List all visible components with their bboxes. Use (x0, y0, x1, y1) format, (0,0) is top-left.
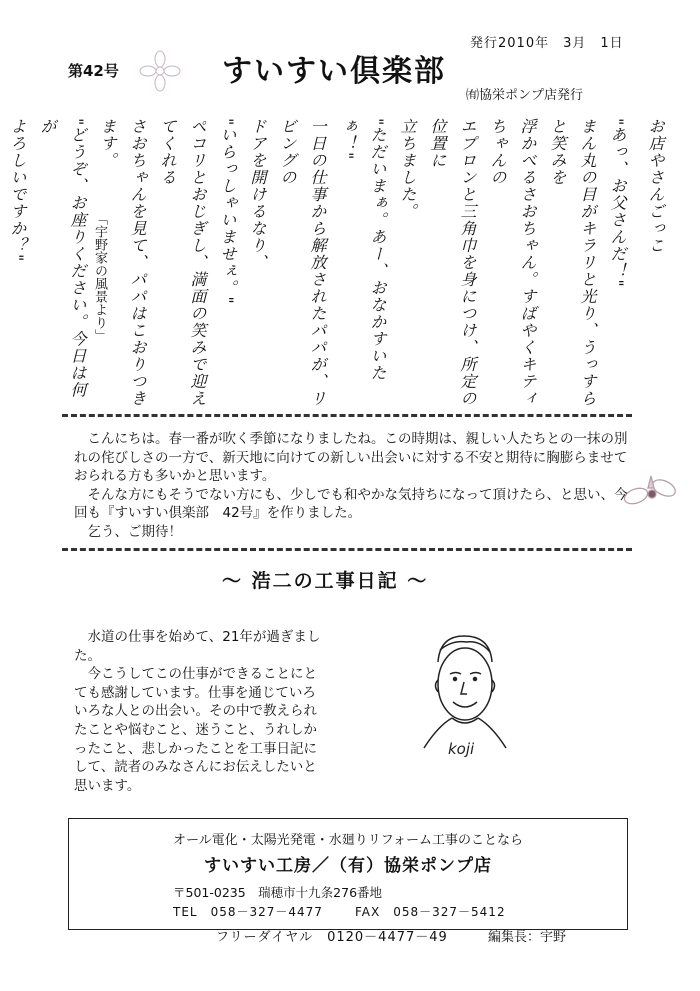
section-divider (62, 548, 632, 551)
issue-number: 第42号 (68, 62, 119, 80)
service-tagline: オール電化・太陽光発電・水廻りリフォーム工事のことなら (172, 833, 524, 848)
freedial-number: フリーダイヤル 0120－4477－49 (216, 930, 448, 945)
diary-section-title: ～ 浩二の工事日記 ～ (222, 570, 429, 592)
newsletter-title: すいすい倶楽部 (222, 54, 446, 89)
essay-line: ペコリとおじぎし、満面の笑みで迎えてくれる (158, 118, 207, 407)
publisher-line: ㈲協栄ポンプ店発行 (466, 88, 584, 103)
essay-line: 立ちました。 (398, 118, 417, 220)
diary-paragraph: 今こうしてこの仕事ができることにとても感謝しています。仕事を通じていろいろな人との出会い。その中で教えられたことや悩むこと、迷うこと、うれしかったこと、悲しかったことを工事日記にして、読者のみなさんにお伝えしたいと思います。 (74, 666, 317, 794)
fax-number: FAX 058－327－5412 (355, 905, 506, 919)
essay-line: まん丸の目がキラリと光り、うっすらと笑みを (548, 118, 597, 407)
essay-line: ドアを開けるなり、 (248, 118, 267, 271)
essay-line: よろしいですか？" (8, 118, 27, 263)
essay-caption: 「宇野家の風景より」 (92, 212, 107, 342)
essay-line: エプロンと三角巾を身につけ、所定の位置に (428, 118, 477, 407)
essay-line: "ただいまぁ。あー、おなかすいたぁ！" (338, 118, 387, 382)
intro-paragraph: 乞う、ご期待！ (74, 523, 182, 540)
essay-line: 浮かべるさおちゃん。すばやくキティちゃんの (488, 118, 537, 407)
essay-line: "いらっしゃいませぇ。" (218, 118, 237, 305)
intro-paragraph: そんな方にもそうでない方にも、少しでも和やかな気持ちになって頂けたら、と思い、今回も『すいすい倶楽部 42号』を作りました。 (74, 486, 628, 521)
essay-line: さおちゃんを見て、パパはこおりつきます。 (98, 118, 147, 407)
essay-line: 一日の仕事から解放されたパパが、リビングの (278, 118, 327, 407)
diary-paragraph: 水道の仕事を始めて、21年が過ぎました。 (74, 629, 321, 664)
essay-line: "どうぞ、お座りください。今日は何が (38, 118, 87, 399)
essay-title: お店やさんごっこ (646, 118, 665, 254)
publish-date: 発行2010年 3月 1日 (470, 36, 624, 51)
company-name: すいすい工房／（有）協栄ポンプ店 (204, 856, 492, 876)
section-divider (62, 414, 632, 417)
intro-greeting (74, 430, 634, 541)
company-info-box (68, 818, 628, 930)
diary-text (74, 628, 324, 795)
essay-line: "あっ、お父さんだ！" (608, 118, 627, 288)
phone-number: TEL 058－327－4477 (173, 905, 323, 919)
essay-line (0, 118, 2, 408)
portrait-signature: koji (448, 740, 475, 758)
editor-credit: 編集長：宇野 (488, 930, 567, 945)
flower-decoration-icon (130, 45, 190, 100)
intro-paragraph: こんにちは。春一番が吹く季節になりましたね。この時期は、親しい人たちとの一抹の別れの侘びしさの一方で、新天地に向けての新しい出会いに対する不安と期待に胸膨らませておられる方も多いかと思います。 (74, 431, 628, 484)
koji-portrait-icon (410, 622, 514, 772)
company-address: 〒501-0235 瑞穂市十九条276番地 (173, 885, 383, 900)
